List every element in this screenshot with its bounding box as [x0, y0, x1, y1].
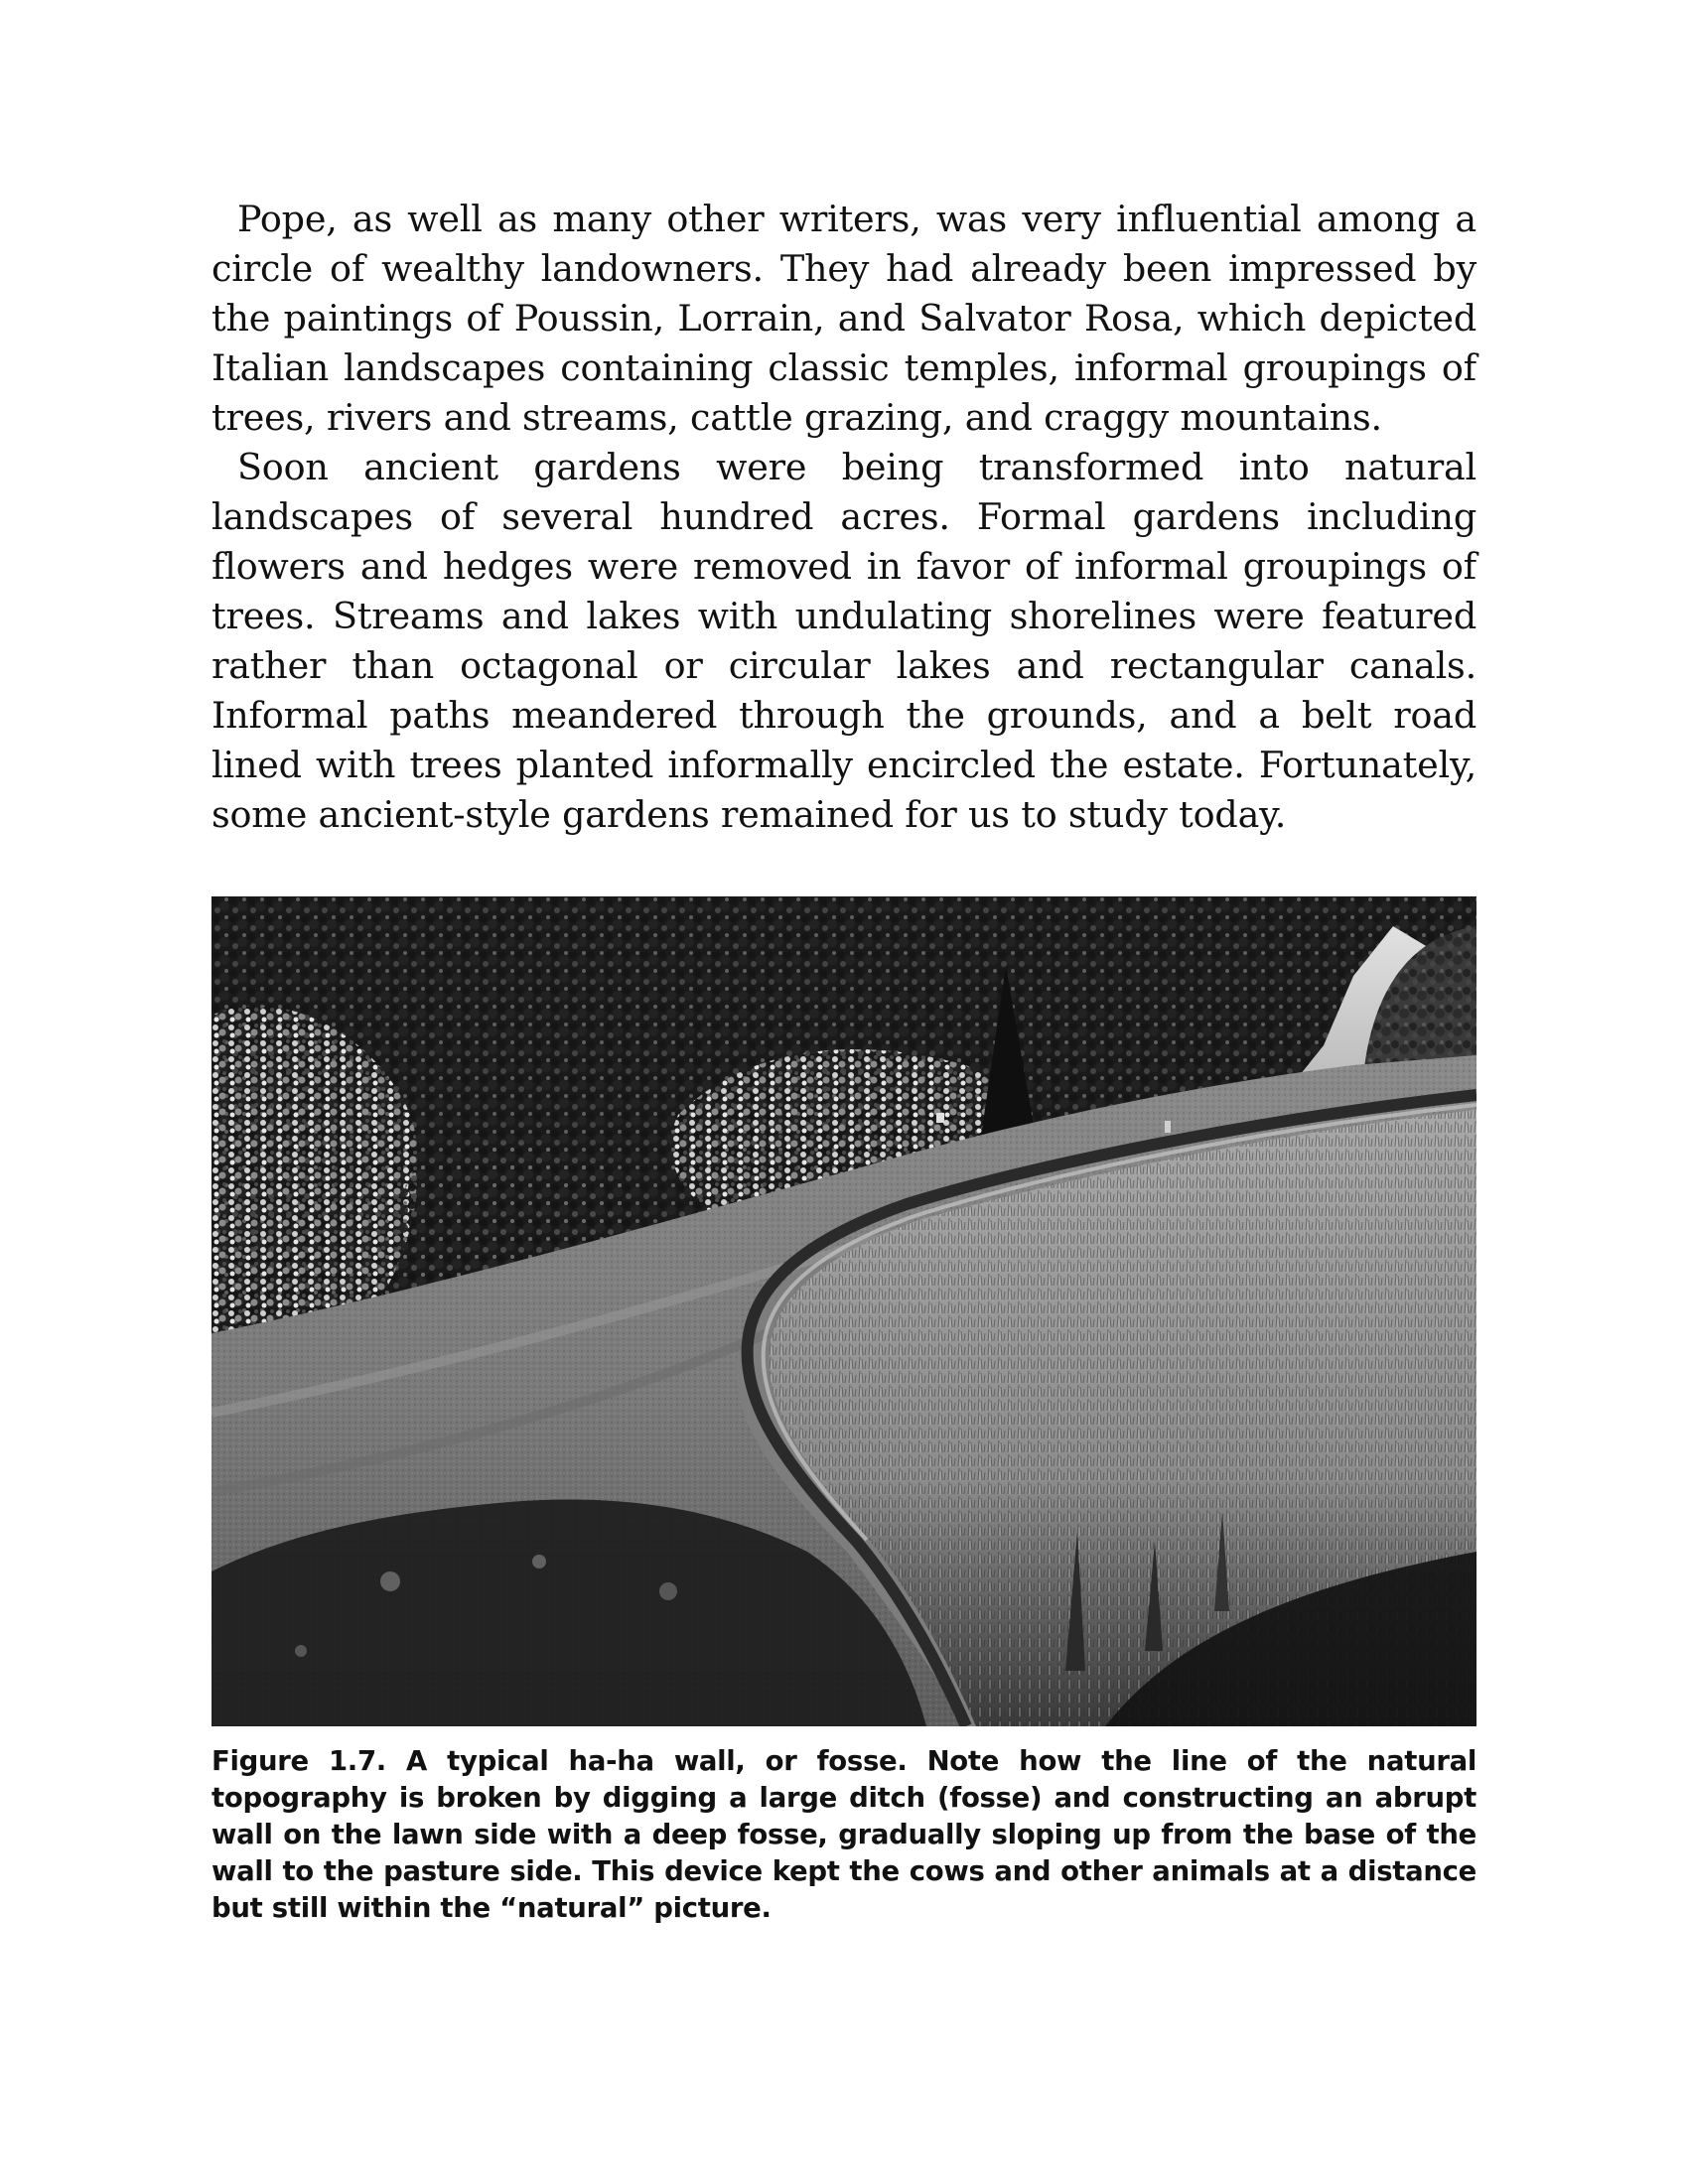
- photo-illustration: [211, 896, 1477, 1726]
- figure-caption: Figure 1.7. A typical ha-ha wall, or fosse. Note how the line of the natural topography is broken by digging a large ditch (fosse) and constructing an abrupt wall on the lawn side with a deep fosse, gradually sloping up from the base of the wall to the pasture side. This device kept the cows and other animals at a distance but still within the “natural” picture.: [211, 1745, 1477, 1924]
- paragraph-1: Pope, as well as many other writers, was very influential among a circle of wealthy landowners. They had already been impressed by the paintings of Poussin, Lorrain, and Salvator Rosa, which depicted Italian landscapes containing classic temples, informal groupings of trees, rivers and streams, cattle grazing, and craggy mountains.: [211, 198, 1477, 439]
- body-text: [211, 195, 1477, 840]
- paragraph-2: Soon ancient gardens were being transformed into natural landscapes of several hundred acres. Formal gardens including flowers and hedges were removed in favor of informal groupings of trees. Streams and lakes with undulating shorelines were featured rather than octagonal or circular lakes and rectangular canals. Informal paths meandered through the grounds, and a belt road lined with trees planted informally encircled the estate. Fortunately, some ancient-style gardens remained for us to study today.: [211, 446, 1477, 836]
- ha-ha-wall-photograph: [211, 896, 1477, 1726]
